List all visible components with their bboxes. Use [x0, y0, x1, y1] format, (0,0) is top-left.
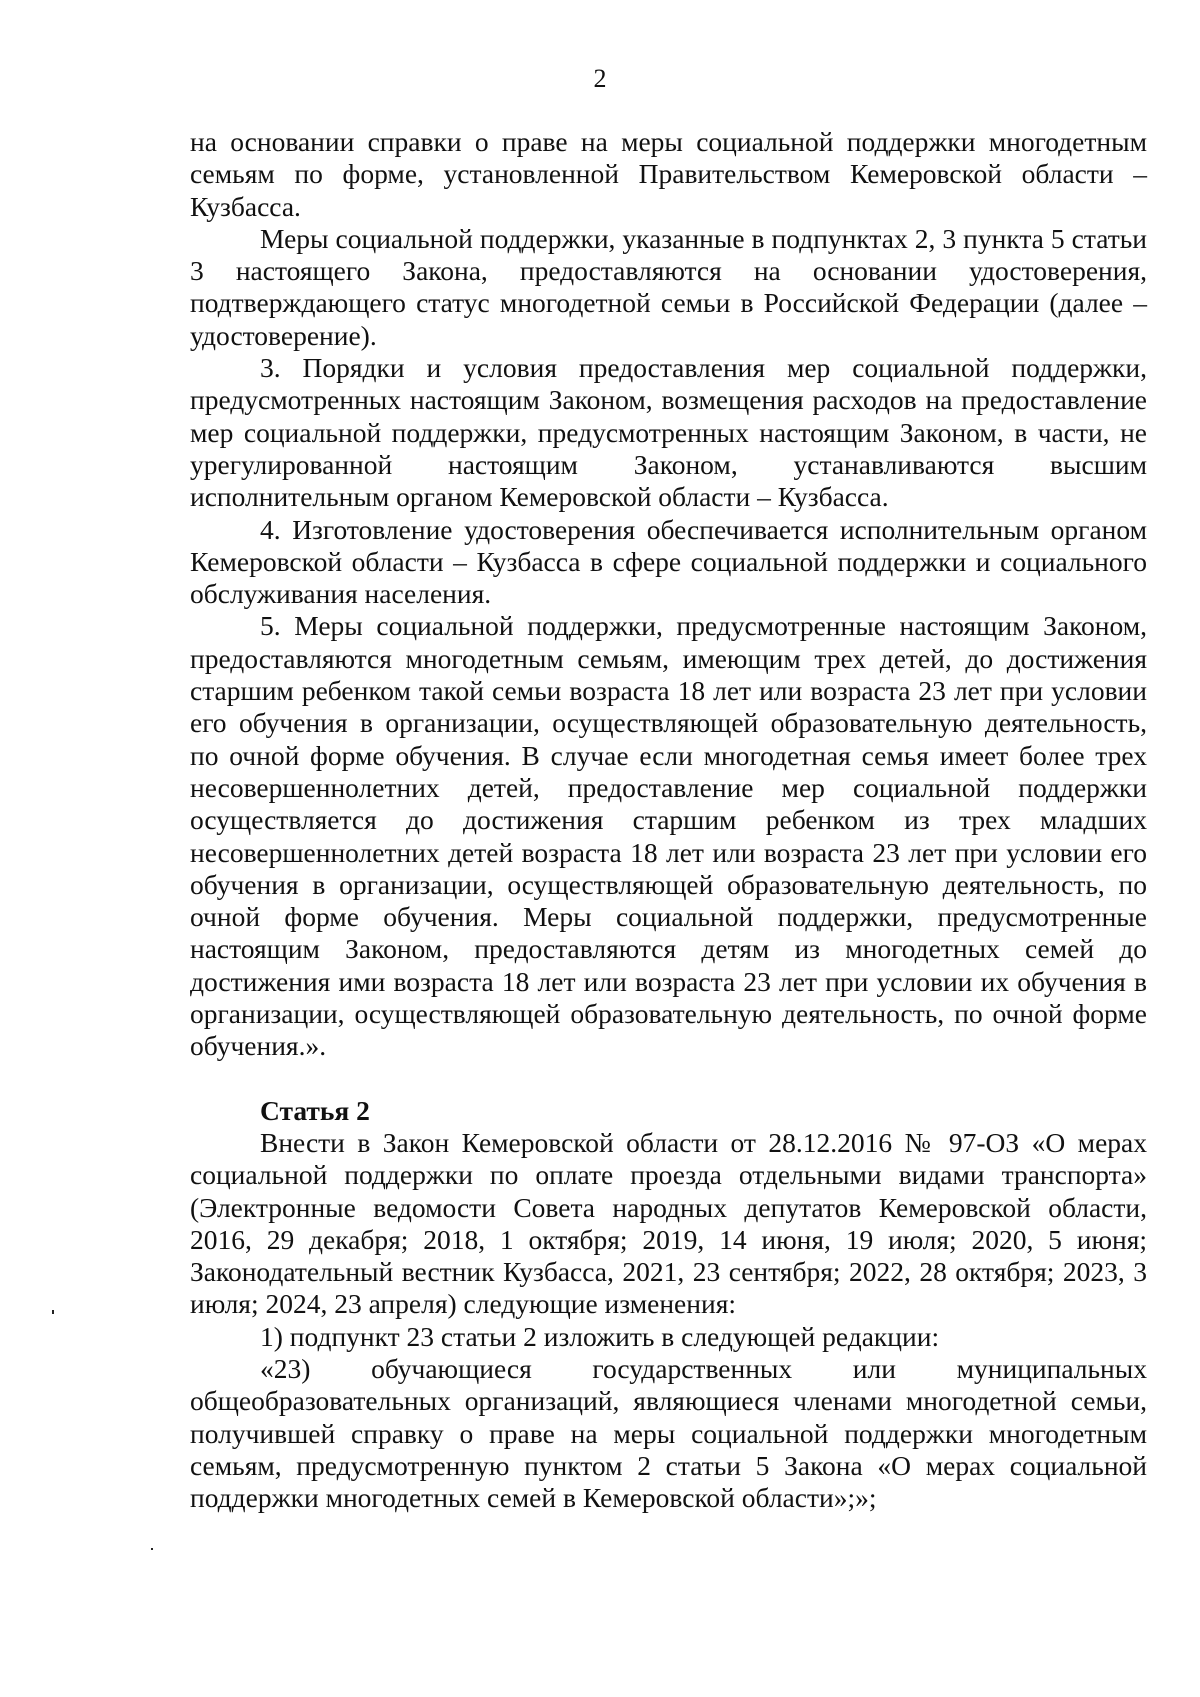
document-body: [190, 126, 1147, 1514]
paragraph-article-intro: Внести в Закон Кемеровской области от 28.12.2016 № 97-ОЗ «О мерах социальной поддержки по оплате проезда отдельными видами транспорта» (Электронные ведомости Совета народных депутатов Кемеровской области, 2016, 29 декабря; 2018, 1 октября; 2019, 14 июня, 19 июля; 2020, 5 июня; Законодательный вестник Кузбасса, 2021, 23 сентября; 2022, 28 октября; 2023, 3 июля; 2024, 23 апреля) следующие изменения:: [190, 1126, 1147, 1320]
paragraph-continuation: на основании справки о праве на меры социальной поддержки многодетным семьям по форме, установленной Правительством Кемеровской области – Кузбасса.: [190, 126, 1147, 222]
article-heading: Статья 2: [260, 1094, 370, 1126]
paragraph-amendment-1: 1) подпункт 23 статьи 2 изложить в следующей редакции:: [260, 1320, 940, 1352]
paragraph-subitem-23: «23) обучающиеся государственных или муниципальных общеобразовательных организаций, являющиеся членами многодетной семьи, получившей справку о праве на меры социальной поддержки многодетным семьям, предусмотренную пунктом 2 статьи 5 Закона «О мерах социальной поддержки многодетных семей в Кемеровской области»;»;: [190, 1352, 1147, 1514]
page-number: 2: [593, 64, 607, 93]
scan-mark: [52, 1310, 54, 1314]
scan-mark: [151, 1548, 153, 1550]
paragraph-item-4: 4. Изготовление удостоверения обеспечивается исполнительным органом Кемеровской области – Кузбасса в сфере социальной поддержки и социального обслуживания населения.: [190, 513, 1147, 610]
paragraph-item-5: 5. Меры социальной поддержки, предусмотренные настоящим Законом, предоставляются многодетным семьям, имеющим трех детей, до достижения старшим ребенком такой семьи возраста 18 лет или возраста 23 лет при условии его обучения в организации, осуществляющей образовательную деятельность, по очной форме обучения. В случае если многодетная семья имеет более трех несовершеннолетних детей, предоставление мер социальной поддержки осуществляется до достижения старшим ребенком из трех младших несовершеннолетних детей возраста 18 лет или возраста 23 лет при условии его обучения в организации, осуществляющей образовательную деятельность, по очной форме обучения. Меры социальной поддержки, предусмотренные настоящим Законом, предоставляются детям из многодетных семей до достижения ими возраста 18 лет или возраста 23 лет при условии их обучения в организации, осуществляющей образовательную деятельность, по очной форме обучения.».: [190, 610, 1147, 1062]
paragraph-certificate: Меры социальной поддержки, указанные в подпунктах 2, 3 пункта 5 статьи 3 настоящего Закона, предоставляются на основании удостоверения, подтверждающего статус многодетной семьи в Российской Федерации (далее – удостоверение).: [190, 222, 1147, 351]
paragraph-item-3: 3. Порядки и условия предоставления мер социальной поддержки, предусмотренных настоящим Законом, возмещения расходов на предоставление мер социальной поддержки, предусмотренных настоящим Законом, в части, не урегулированной настоящим Законом, устанавливаются высшим исполнительным органом Кемеровской области – Кузбасса.: [190, 352, 1147, 513]
